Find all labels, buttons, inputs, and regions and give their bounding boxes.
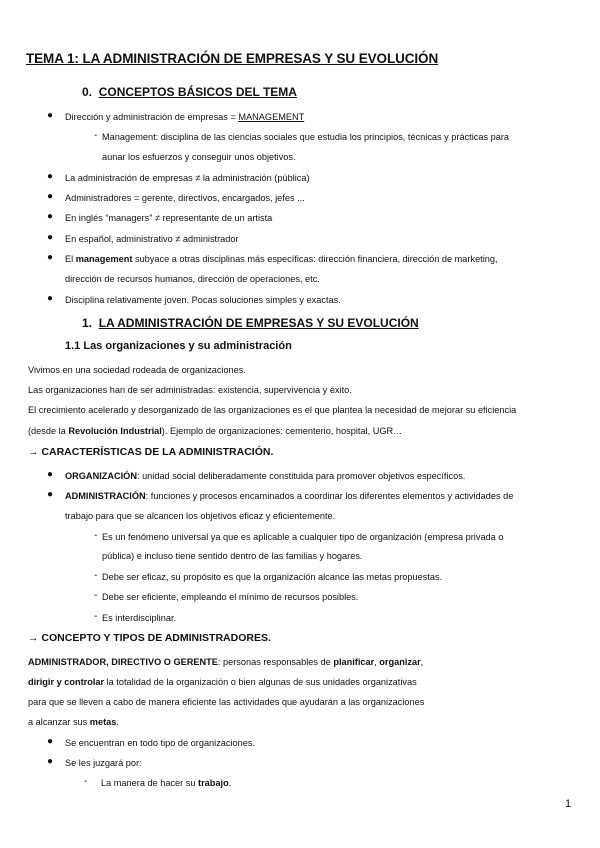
page-number: 1 (565, 798, 572, 810)
list-item: Debe ser eficiente, empleando el mínimo de recursos posibles. (102, 592, 359, 602)
section-0-title: CONCEPTOS BÁSICOS DEL TEMA (98, 85, 297, 99)
paragraph-line: Las organizaciones han de ser administradas: existencia, supervivencia y éxito. (28, 385, 352, 395)
characteristics-heading: → CARACTERÍSTICAS DE LA ADMINISTRACIÓN. (28, 446, 274, 458)
bullet-icon: ● (47, 469, 54, 480)
list-item: Se les juzgará por: (65, 758, 142, 768)
list-item: El management subyace a otras disciplinas más específicas: dirección financiera, dirección de marketing, (65, 254, 498, 264)
dash-icon: - (84, 776, 88, 787)
bullet-icon: ● (47, 756, 54, 767)
bullet-icon: ● (47, 191, 54, 202)
list-item-continuation: dirección de recursos humanos, dirección de operaciones, etc. (65, 274, 320, 284)
section-1-title: LA ADMINISTRACIÓN DE EMPRESAS Y SU EVOLUCIÓN (98, 316, 419, 330)
dash-icon: - (94, 530, 98, 541)
list-item: La administración de empresas ≠ la administración (pública) (65, 173, 310, 183)
paragraph-line: (desde la Revolución Industrial). Ejemplo de organizaciones: cementerio, hospital, UGR… (28, 426, 403, 436)
list-item: Dirección y administración de empresas = MANAGEMENT (65, 112, 305, 122)
dash-icon: - (94, 570, 98, 581)
list-item: La manera de hacer su trabajo. (101, 778, 232, 788)
list-item: En español, administrativo ≠ administrador (65, 234, 239, 244)
list-item: Se encuentran en todo tipo de organizaciones. (65, 738, 256, 748)
paragraph-line: dirigir y controlar la totalidad de la organización o bien algunas de sus unidades organizativas (28, 677, 417, 687)
paragraph-line: El crecimiento acelerado y desorganizado de las organizaciones es el que plantea la necesidad de mejorar su eficiencia (28, 405, 517, 415)
paragraph-line: a alcanzar sus metas. (28, 717, 119, 727)
bullet-icon: ● (47, 110, 54, 121)
subsection-heading: 1.1 Las organizaciones y su administración (65, 340, 292, 352)
list-item: ADMINISTRACIÓN: funciones y procesos encaminados a coordinar los diferentes elementos y actividades de (65, 491, 514, 501)
bullet-icon: ● (47, 171, 54, 182)
administrators-heading: → CONCEPTO Y TIPOS DE ADMINISTRADORES. (28, 632, 271, 644)
list-item: En inglés “managers” ≠ representante de un artista (65, 213, 273, 223)
management-term: MANAGEMENT (238, 112, 305, 122)
dash-icon: - (94, 130, 98, 141)
paragraph-line: Vivimos en una sociedad rodeada de organizaciones. (28, 365, 246, 375)
paragraph-line: para que se lleven a cabo de manera eficiente las actividades que ayudarán a las organizaciones (28, 697, 425, 707)
bullet-icon: ● (47, 252, 54, 263)
list-item-continuation: pública) e incluso tiene sentido dentro de las familias y hogares. (102, 551, 363, 561)
bullet-icon: ● (47, 232, 54, 243)
document-title: TEMA 1: LA ADMINISTRACIÓN DE EMPRESAS Y SU EVOLUCIÓN (26, 51, 439, 66)
list-item-continuation: aunar los esfuerzos y conseguir unos objetivos. (102, 152, 296, 162)
bullet-icon: ● (47, 211, 54, 222)
list-item: Administradores = gerente, directivos, encargados, jefes ... (65, 193, 305, 203)
list-item: Es interdisciplinar. (102, 613, 177, 623)
bullet-icon: ● (47, 293, 54, 304)
bullet-icon: ● (47, 736, 54, 747)
dash-icon: - (94, 611, 98, 622)
list-item: Disciplina relativamente joven. Pocas soluciones simples y exactas. (65, 295, 341, 305)
section-1-heading (82, 317, 419, 329)
list-item-continuation: trabajo para que se alcancen los objetivos eficaz y eficientemente. (65, 511, 336, 521)
list-item: ORGANIZACIÓN: unidad social deliberadamente constituida para promover objetivos específicos. (65, 471, 466, 481)
section-0-heading (82, 86, 297, 98)
dash-icon: - (94, 590, 98, 601)
section-0-number: 0. (82, 85, 93, 99)
list-item: Debe ser eficaz, su propósito es que la organización alcance las metas propuestas. (102, 572, 443, 582)
list-item: Management: disciplina de las ciencias sociales que estudia los principios, técnicas y prácticas para (102, 132, 510, 142)
section-1-number: 1. (82, 316, 93, 330)
list-item: Es un fenómeno universal ya que es aplicable a cualquier tipo de organización (empresa privada o (102, 532, 504, 542)
bullet-icon: ● (47, 489, 54, 500)
paragraph-line: ADMINISTRADOR, DIRECTIVO O GERENTE: personas responsables de planificar, organizar, (28, 657, 424, 667)
